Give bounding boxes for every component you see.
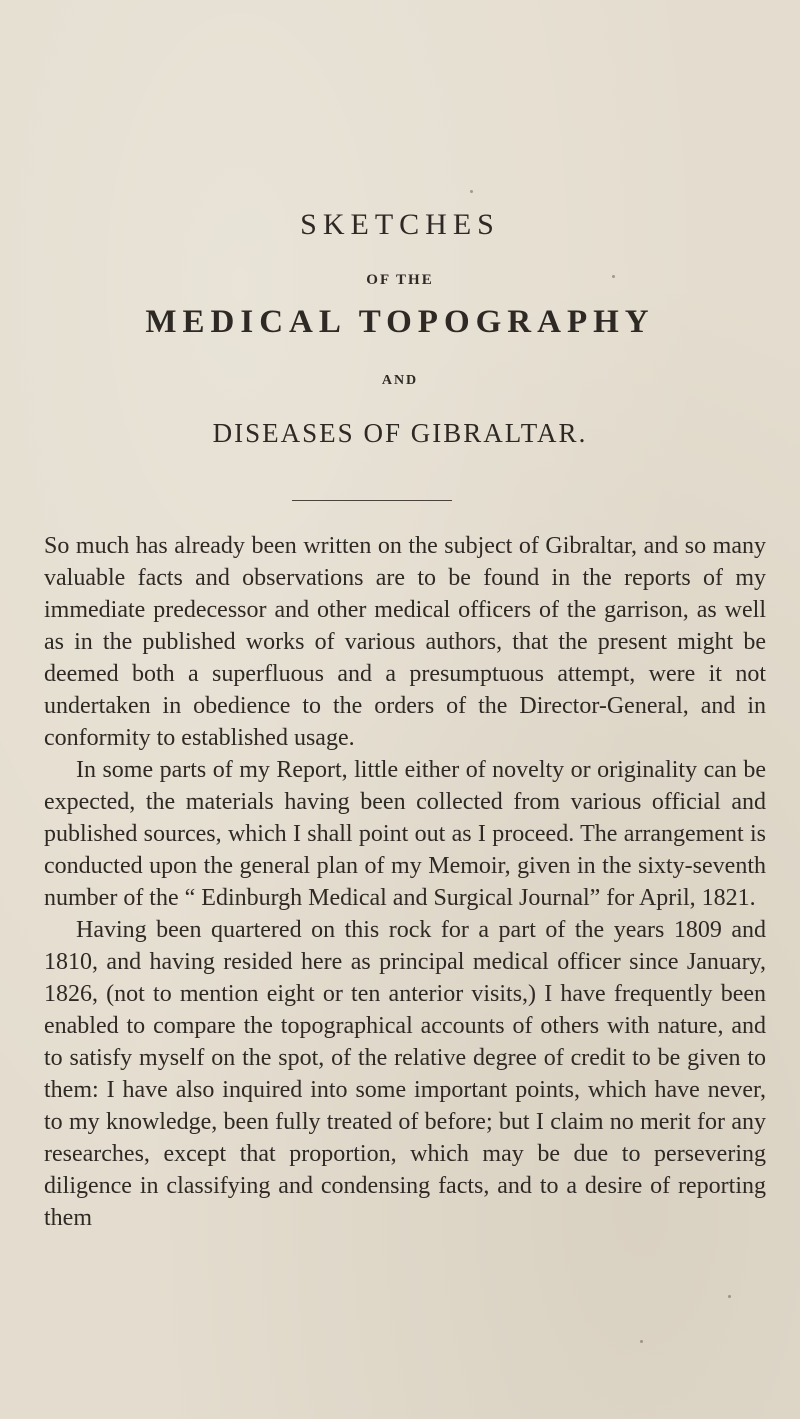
paragraph-3: Having been quartered on this rock for a part of the years 1809 and 1810, and having resided here as principal medical officer since January, 1826, (not to mention eight or ten anterior visits,) I have frequently been enabled to compare the topographical accounts of others with nature, and to satisfy myself on the spot, of the relative degree of credit to be given to them: I have also inquired into some important points, which have never, to my knowledge, been fully treated of before; but I claim no merit for any researches, except that proportion, which may be due to persevering diligence in classifying and condensing facts, and to a desire of reporting them bbox=[44, 917, 766, 1231]
paper-speck bbox=[612, 275, 615, 278]
paper-speck bbox=[470, 190, 473, 193]
title-of-the: OF THE bbox=[366, 272, 434, 288]
paragraph-1: So much has already been written on the subject of Gibraltar, and so many valuable facts and observations are to be found in the reports of my immediate predecessor and other medical officers of the garrison, as well as in the published works of various authors, that the present might be deemed both a superfluous and a presumptuous attempt, were it not undertaken in obedience to the orders of the Director-General, and in conformity to established usage. bbox=[44, 533, 766, 751]
paragraph-2: In some parts of my Report, little either of novelty or originality can be expected, the materials having been collected from various official and published sources, which I shall point out as I proceed. The arrangement is conducted upon the general plan of my Memoir, given in the sixty-seventh number of the “ Edinburgh Medical and Surgical Journal” for April, 1821. bbox=[44, 757, 766, 911]
paper-speck bbox=[640, 1340, 643, 1343]
title-divider-rule bbox=[292, 500, 452, 501]
body-text bbox=[44, 530, 766, 1234]
paper-speck bbox=[728, 1295, 731, 1298]
title-and: AND bbox=[381, 373, 419, 388]
title-medical-topography: MEDICAL TOPOGRAPHY bbox=[145, 304, 655, 340]
title-sketches: SKETCHES bbox=[300, 208, 500, 241]
title-diseases-of-gibraltar: DISEASES OF GIBRALTAR. bbox=[212, 418, 588, 448]
